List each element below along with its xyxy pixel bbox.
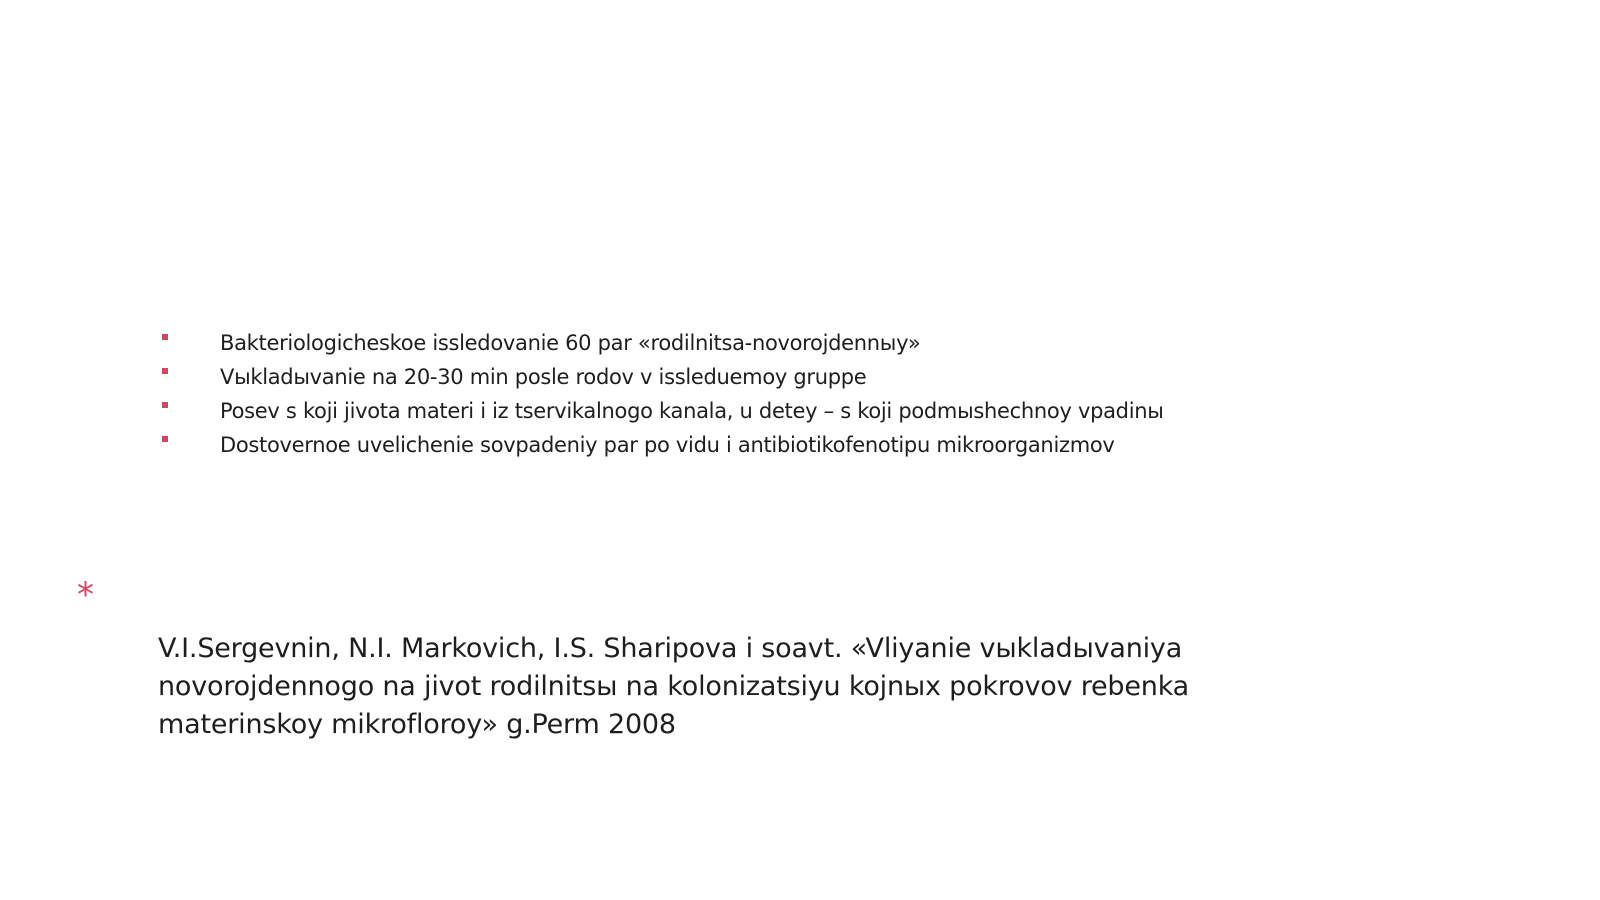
- asterisk-icon: *: [77, 575, 94, 615]
- bullet-text: Posev s koji jivota materi i iz tservikalnogo kanala, u detey – s koji podmыshechnoy vpadinы: [220, 399, 1164, 423]
- bullet-text: Bakteriologicheskoe issledovanie 60 par «rodilnitsa-novorojdennыy»: [220, 331, 921, 355]
- bullet-text: Dostovernoe uvelichenie sovpadeniy par po vidu i antibiotikofenotipu mikroorganizmov: [220, 433, 1115, 457]
- square-bullet-icon: [162, 334, 168, 340]
- square-bullet-icon: [162, 402, 168, 408]
- bullet-item: [158, 330, 1458, 364]
- bullet-text: Vыkladыvanie na 20-30 min posle rodov v issleduemoy gruppe: [220, 365, 867, 389]
- bullet-item: [158, 398, 1458, 432]
- reference-citation: V.I.Sergevnin, N.I. Markovich, I.S. Sharipova i soavt. «Vliyanie vыkladыvaniya novorojdennogo na jivot rodilnitsы na kolonizatsiyu kojnыx pokrovov rebenka materinskoy mikrofloroy» g.Perm 2008: [158, 633, 1189, 740]
- bullet-item: [158, 432, 1458, 466]
- bullet-list: [158, 330, 1458, 466]
- square-bullet-icon: [162, 436, 168, 442]
- square-bullet-icon: [162, 368, 168, 374]
- bullet-item: [158, 364, 1458, 398]
